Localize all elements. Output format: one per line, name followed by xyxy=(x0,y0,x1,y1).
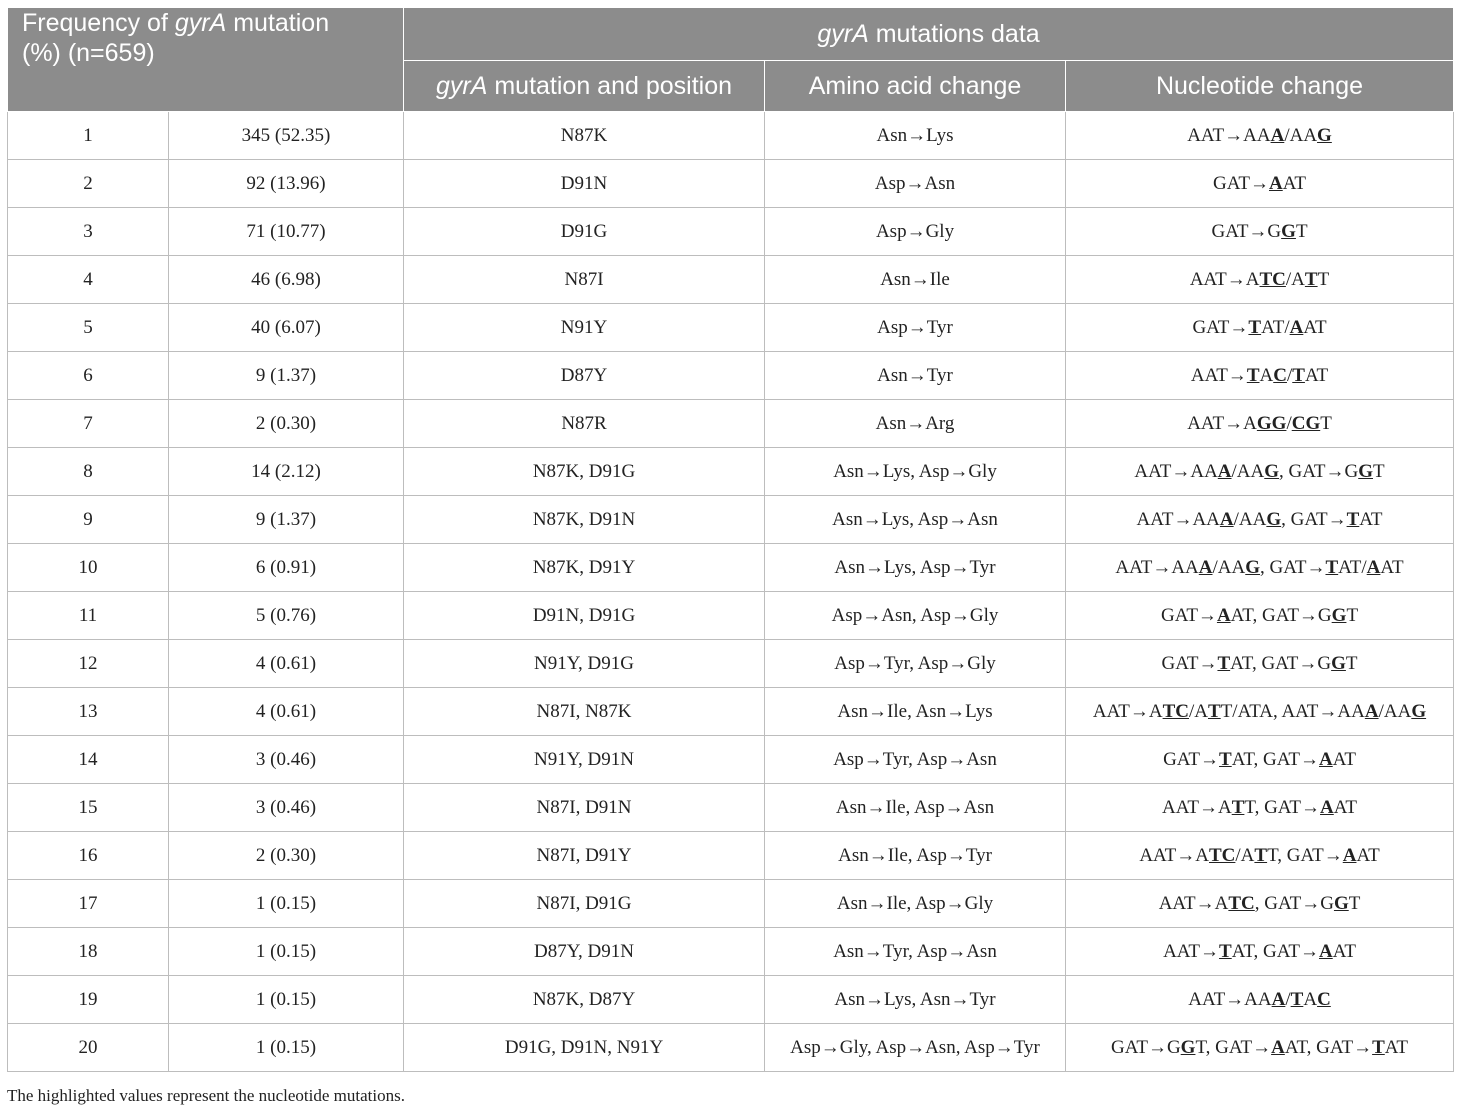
nucleotide-change-cell xyxy=(1066,544,1454,592)
nucleotide-change-cell xyxy=(1066,304,1454,352)
frequency-cell: 3 (0.46) xyxy=(169,784,404,832)
nucleotide-text: T xyxy=(1345,652,1358,674)
mutation-position-cell: N91Y xyxy=(404,304,765,352)
nucleotide-text: AAT→A xyxy=(1092,700,1163,722)
nucleotide-text: T xyxy=(1348,892,1361,914)
nucleotide-text: /AA xyxy=(1284,124,1318,146)
table-row xyxy=(8,208,1454,256)
table-row xyxy=(8,400,1454,448)
mutation-position-cell: D91G xyxy=(404,208,765,256)
highlighted-nucleotide: G xyxy=(1331,652,1346,674)
amino-acid-change-cell: Asp→Gly xyxy=(765,208,1066,256)
amino-acid-change-cell: Asp→Gly, Asp→Asn, Asp→Tyr xyxy=(765,1024,1066,1072)
nucleotide-text: / xyxy=(1286,412,1292,434)
nucleotide-text: /A xyxy=(1235,844,1255,866)
nucleotide-text: AT xyxy=(1332,940,1356,962)
row-number-cell: 18 xyxy=(8,928,169,976)
highlighted-nucleotide: C xyxy=(1317,988,1331,1010)
highlighted-nucleotide: T xyxy=(1248,316,1262,338)
nucleotide-text: , GAT→ xyxy=(1260,556,1326,578)
table-row xyxy=(8,544,1454,592)
nucleotide-change-cell xyxy=(1066,256,1454,304)
row-number-cell: 16 xyxy=(8,832,169,880)
frequency-cell: 46 (6.98) xyxy=(169,256,404,304)
frequency-cell: 40 (6.07) xyxy=(169,304,404,352)
nucleotide-text: T xyxy=(1346,604,1359,626)
mutation-position-cell: N87I, D91N xyxy=(404,784,765,832)
table-header xyxy=(8,8,1454,112)
amino-acid-change-cell: Asp→Asn xyxy=(765,160,1066,208)
table-row xyxy=(8,160,1454,208)
nucleotide-text: AT, GAT→ xyxy=(1231,940,1319,962)
table-row xyxy=(8,496,1454,544)
nucleotide-text: GAT→ xyxy=(1161,652,1218,674)
mutation-position-cell: N87K, D91G xyxy=(404,448,765,496)
highlighted-nucleotide: A xyxy=(1364,700,1379,722)
table-row xyxy=(8,880,1454,928)
nucleotide-text: AT xyxy=(1333,796,1357,818)
highlighted-nucleotide: T xyxy=(1208,700,1221,722)
nucleotide-text: AAT→A xyxy=(1189,268,1260,290)
row-number-cell: 15 xyxy=(8,784,169,832)
mutation-position-cell: D91N, D91G xyxy=(404,592,765,640)
nucleotide-text: AT xyxy=(1332,748,1356,770)
row-number-cell: 1 xyxy=(8,112,169,160)
nucleotide-text: , GAT→ xyxy=(1281,508,1347,530)
nucleotide-text: AAT→AA xyxy=(1136,508,1220,530)
table-row xyxy=(8,256,1454,304)
highlighted-nucleotide: G xyxy=(1264,460,1280,482)
nucleotide-text: T, GAT→ xyxy=(1195,1036,1272,1058)
amino-acid-change-cell: Asn→Ile xyxy=(765,256,1066,304)
amino-acid-change-cell: Asp→Tyr, Asp→Gly xyxy=(765,640,1066,688)
amino-acid-change-cell: Asn→Ile, Asp→Asn xyxy=(765,784,1066,832)
nucleotide-change-cell xyxy=(1066,784,1454,832)
highlighted-nucleotide: T xyxy=(1217,652,1231,674)
highlighted-nucleotide: T xyxy=(1219,748,1232,770)
frequency-header: Frequency of gyrA mutation (%) (n=659) xyxy=(8,8,404,112)
highlighted-nucleotide: A xyxy=(1271,988,1286,1010)
highlighted-nucleotide: A xyxy=(1366,556,1381,578)
table-row xyxy=(8,688,1454,736)
nucleotide-change-cell xyxy=(1066,352,1454,400)
table-row xyxy=(8,832,1454,880)
nucleotide-text: , GAT→G xyxy=(1254,892,1334,914)
table-row xyxy=(8,448,1454,496)
highlighted-nucleotide: A xyxy=(1217,460,1232,482)
row-number-cell: 14 xyxy=(8,736,169,784)
mutation-position-cell: D91N xyxy=(404,160,765,208)
nucleotide-change-cell xyxy=(1066,448,1454,496)
nucleotide-change-cell xyxy=(1066,400,1454,448)
amino-acid-change-cell: Asn→Lys, Asn→Tyr xyxy=(765,976,1066,1024)
amino-acid-change-cell: Asn→Ile, Asn→Lys xyxy=(765,688,1066,736)
nucleotide-text: GAT→ xyxy=(1213,172,1269,194)
nucleotide-change-cell xyxy=(1066,832,1454,880)
table-row xyxy=(8,112,1454,160)
nucleotide-text: AT xyxy=(1380,556,1404,578)
mutation-position-cell: N87K, D91N xyxy=(404,496,765,544)
highlighted-nucleotide: TC xyxy=(1162,700,1189,722)
highlighted-nucleotide: G xyxy=(1281,220,1296,242)
nucleotide-text: A xyxy=(1303,988,1318,1010)
nucleotide-text: AT xyxy=(1356,844,1380,866)
nucleotide-text: AT xyxy=(1384,1036,1409,1058)
frequency-cell: 3 (0.46) xyxy=(169,736,404,784)
nucleotide-change-cell xyxy=(1066,928,1454,976)
highlighted-nucleotide: G xyxy=(1358,460,1373,482)
row-number-cell: 13 xyxy=(8,688,169,736)
highlighted-nucleotide: A xyxy=(1219,508,1234,530)
frequency-cell: 9 (1.37) xyxy=(169,496,404,544)
nucleotide-change-cell xyxy=(1066,1024,1454,1072)
row-number-cell: 8 xyxy=(8,448,169,496)
row-number-cell: 3 xyxy=(8,208,169,256)
nucleotide-text: AAT→A xyxy=(1139,844,1209,866)
nucleotide-text: GAT→G xyxy=(1111,1036,1181,1058)
amino-acid-change-cell: Asp→Tyr, Asp→Asn xyxy=(765,736,1066,784)
row-number-cell: 11 xyxy=(8,592,169,640)
table-body xyxy=(8,112,1454,1072)
nucleotide-change-cell xyxy=(1066,736,1454,784)
highlighted-nucleotide: T xyxy=(1346,508,1360,530)
mutation-position-cell: N91Y, D91G xyxy=(404,640,765,688)
frequency-cell: 1 (0.15) xyxy=(169,1024,404,1072)
highlighted-nucleotide: A xyxy=(1271,1036,1285,1058)
highlighted-nucleotide: T xyxy=(1372,1036,1385,1058)
nucleotide-text: /A xyxy=(1189,700,1208,722)
nucleotide-text: GAT→G xyxy=(1211,220,1282,242)
table-row xyxy=(8,304,1454,352)
nucleotide-text: AAT→ xyxy=(1190,364,1247,386)
row-number-cell: 7 xyxy=(8,400,169,448)
table-row xyxy=(8,784,1454,832)
nucleotide-text: AT, GAT→G xyxy=(1230,604,1332,626)
nucleotide-text: AAT→A xyxy=(1158,892,1229,914)
highlighted-nucleotide: CG xyxy=(1291,412,1321,434)
mutation-position-cell: N87R xyxy=(404,400,765,448)
highlighted-nucleotide: TC xyxy=(1228,892,1255,914)
table-row xyxy=(8,640,1454,688)
nucleotide-text: AT, GAT→G xyxy=(1230,652,1332,674)
nucleotide-text: AAT→AA xyxy=(1115,556,1199,578)
row-number-cell: 4 xyxy=(8,256,169,304)
nucleotide-text: AT/ xyxy=(1338,556,1367,578)
nucleotide-text: / xyxy=(1286,364,1293,386)
gene-name: gyrA xyxy=(436,71,488,100)
mutation-position-cell: N87K, D87Y xyxy=(404,976,765,1024)
mutation-position-header: gyrA mutation and position xyxy=(404,61,765,112)
amino-acid-change-cell: Asn→Ile, Asp→Tyr xyxy=(765,832,1066,880)
mutation-position-cell: N87K, D91Y xyxy=(404,544,765,592)
row-number-cell: 9 xyxy=(8,496,169,544)
gene-name: gyrA xyxy=(817,19,869,48)
highlighted-nucleotide: A xyxy=(1289,316,1304,338)
row-number-cell: 2 xyxy=(8,160,169,208)
mutation-position-cell: D87Y xyxy=(404,352,765,400)
nucleotide-text: /AA xyxy=(1233,508,1267,530)
amino-acid-change-cell: Asn→Ile, Asp→Gly xyxy=(765,880,1066,928)
nucleotide-text: /AA xyxy=(1378,700,1412,722)
frequency-cell: 14 (2.12) xyxy=(169,448,404,496)
highlighted-nucleotide: C xyxy=(1273,364,1287,386)
row-number-cell: 10 xyxy=(8,544,169,592)
nucleotide-text: AT xyxy=(1282,172,1306,194)
mutations-data-group-header: gyrA mutations data xyxy=(404,8,1454,61)
highlighted-nucleotide: T xyxy=(1290,988,1304,1010)
amino-acid-change-cell: Asn→Lys, Asp→Tyr xyxy=(765,544,1066,592)
table-row xyxy=(8,352,1454,400)
row-number-cell: 12 xyxy=(8,640,169,688)
amino-acid-change-cell: Asn→Arg xyxy=(765,400,1066,448)
highlighted-nucleotide: G xyxy=(1317,124,1332,146)
nucleotide-text: AAT→A xyxy=(1162,796,1232,818)
table-row xyxy=(8,976,1454,1024)
nucleotide-text: AT xyxy=(1359,508,1383,530)
frequency-cell: 2 (0.30) xyxy=(169,400,404,448)
nucleotide-change-cell xyxy=(1066,592,1454,640)
row-number-cell: 17 xyxy=(8,880,169,928)
frequency-cell: 71 (10.77) xyxy=(169,208,404,256)
nucleotide-text: /AA xyxy=(1212,556,1246,578)
nucleotide-text: /AA xyxy=(1231,460,1265,482)
nucleotide-text: GAT→ xyxy=(1192,316,1249,338)
gyra-mutations-table xyxy=(7,7,1454,1072)
highlighted-nucleotide: T xyxy=(1219,940,1232,962)
highlighted-nucleotide: A xyxy=(1342,844,1357,866)
frequency-cell: 4 (0.61) xyxy=(169,688,404,736)
highlighted-nucleotide: G xyxy=(1333,892,1349,914)
nucleotide-text: T, GAT→ xyxy=(1244,796,1321,818)
nucleotide-change-cell xyxy=(1066,976,1454,1024)
amino-acid-change-cell: Asp→Asn, Asp→Gly xyxy=(765,592,1066,640)
frequency-cell: 5 (0.76) xyxy=(169,592,404,640)
nucleotide-text: / xyxy=(1285,988,1291,1010)
nucleotide-text: AAT→ xyxy=(1163,940,1220,962)
mutation-position-cell: N87I, D91G xyxy=(404,880,765,928)
nucleotide-text: AAT→AA xyxy=(1187,124,1271,146)
amino-acid-change-cell: Asn→Lys, Asp→Gly xyxy=(765,448,1066,496)
nucleotide-text: T xyxy=(1373,460,1385,482)
frequency-cell: 92 (13.96) xyxy=(169,160,404,208)
highlighted-nucleotide: G xyxy=(1331,604,1347,626)
frequency-cell: 1 (0.15) xyxy=(169,880,404,928)
nucleotide-text: /A xyxy=(1285,268,1305,290)
nucleotide-change-cell xyxy=(1066,160,1454,208)
nucleotide-change-cell xyxy=(1066,496,1454,544)
mutation-position-cell: D91G, D91N, N91Y xyxy=(404,1024,765,1072)
nucleotide-text: , GAT→G xyxy=(1279,460,1359,482)
amino-acid-change-header: Amino acid change xyxy=(765,61,1066,112)
highlighted-nucleotide: A xyxy=(1198,556,1213,578)
row-number-cell: 6 xyxy=(8,352,169,400)
mutation-position-cell: N87I xyxy=(404,256,765,304)
highlighted-nucleotide: G xyxy=(1266,508,1282,530)
table-footnote: The highlighted values represent the nucleotide mutations. xyxy=(7,1086,405,1105)
nucleotide-text: T, GAT→ xyxy=(1267,844,1343,866)
frequency-cell: 1 (0.15) xyxy=(169,928,404,976)
row-number-cell: 20 xyxy=(8,1024,169,1072)
nucleotide-text: AAT→AA xyxy=(1134,460,1218,482)
mutation-position-cell: N87I, N87K xyxy=(404,688,765,736)
frequency-cell: 9 (1.37) xyxy=(169,352,404,400)
table-row xyxy=(8,736,1454,784)
highlighted-nucleotide: A xyxy=(1216,604,1231,626)
table-row xyxy=(8,592,1454,640)
row-number-cell: 5 xyxy=(8,304,169,352)
nucleotide-text: AT xyxy=(1303,316,1327,338)
nucleotide-text: A xyxy=(1259,364,1274,386)
nucleotide-text: T xyxy=(1317,268,1330,290)
nucleotide-text: GAT→ xyxy=(1163,748,1220,770)
nucleotide-text: AT, GAT→ xyxy=(1231,748,1319,770)
highlighted-nucleotide: G xyxy=(1245,556,1261,578)
nucleotide-text: AT xyxy=(1304,364,1329,386)
amino-acid-change-cell: Asn→Tyr xyxy=(765,352,1066,400)
highlighted-nucleotide: T xyxy=(1246,364,1260,386)
highlighted-nucleotide: A xyxy=(1270,124,1285,146)
nucleotide-text: AAT→AA xyxy=(1188,988,1272,1010)
frequency-cell: 6 (0.91) xyxy=(169,544,404,592)
highlighted-nucleotide: GG xyxy=(1256,412,1287,434)
nucleotide-change-cell xyxy=(1066,640,1454,688)
row-number-cell: 19 xyxy=(8,976,169,1024)
nucleotide-change-cell xyxy=(1066,880,1454,928)
highlighted-nucleotide: T xyxy=(1231,796,1245,818)
amino-acid-change-cell: Asn→Lys, Asp→Asn xyxy=(765,496,1066,544)
frequency-cell: 4 (0.61) xyxy=(169,640,404,688)
mutation-position-cell: D87Y, D91N xyxy=(404,928,765,976)
table-row xyxy=(8,928,1454,976)
amino-acid-change-cell: Asp→Tyr xyxy=(765,304,1066,352)
nucleotide-text: T xyxy=(1295,220,1308,242)
highlighted-nucleotide: TC xyxy=(1209,844,1236,866)
nucleotide-change-cell xyxy=(1066,208,1454,256)
table-row xyxy=(8,1024,1454,1072)
nucleotide-change-cell xyxy=(1066,688,1454,736)
nucleotide-text: T/ATA, AAT→AA xyxy=(1220,700,1365,722)
nucleotide-change-cell xyxy=(1066,112,1454,160)
nucleotide-text: T xyxy=(1320,412,1332,434)
highlighted-nucleotide: T xyxy=(1304,268,1318,290)
nucleotide-text: AT/ xyxy=(1261,316,1290,338)
nucleotide-text: GAT→ xyxy=(1160,604,1217,626)
nucleotide-text: AAT→A xyxy=(1187,412,1257,434)
gene-name: gyrA xyxy=(174,9,227,37)
highlighted-nucleotide: G xyxy=(1180,1036,1196,1058)
frequency-cell: 2 (0.30) xyxy=(169,832,404,880)
highlighted-nucleotide: T xyxy=(1254,844,1268,866)
amino-acid-change-cell: Asn→Lys xyxy=(765,112,1066,160)
frequency-cell: 345 (52.35) xyxy=(169,112,404,160)
highlighted-nucleotide: A xyxy=(1320,796,1334,818)
amino-acid-change-cell: Asn→Tyr, Asp→Asn xyxy=(765,928,1066,976)
highlighted-nucleotide: T xyxy=(1325,556,1339,578)
highlighted-nucleotide: A xyxy=(1318,748,1333,770)
nucleotide-change-header: Nucleotide change xyxy=(1066,61,1454,112)
highlighted-nucleotide: TC xyxy=(1259,268,1286,290)
mutation-position-cell: N87I, D91Y xyxy=(404,832,765,880)
highlighted-nucleotide: A xyxy=(1318,940,1333,962)
mutation-position-cell: N91Y, D91N xyxy=(404,736,765,784)
mutation-position-cell: N87K xyxy=(404,112,765,160)
highlighted-nucleotide: G xyxy=(1411,700,1427,722)
nucleotide-text: AT, GAT→ xyxy=(1284,1036,1373,1058)
highlighted-nucleotide: A xyxy=(1269,172,1283,194)
highlighted-nucleotide: T xyxy=(1292,364,1305,386)
frequency-cell: 1 (0.15) xyxy=(169,976,404,1024)
